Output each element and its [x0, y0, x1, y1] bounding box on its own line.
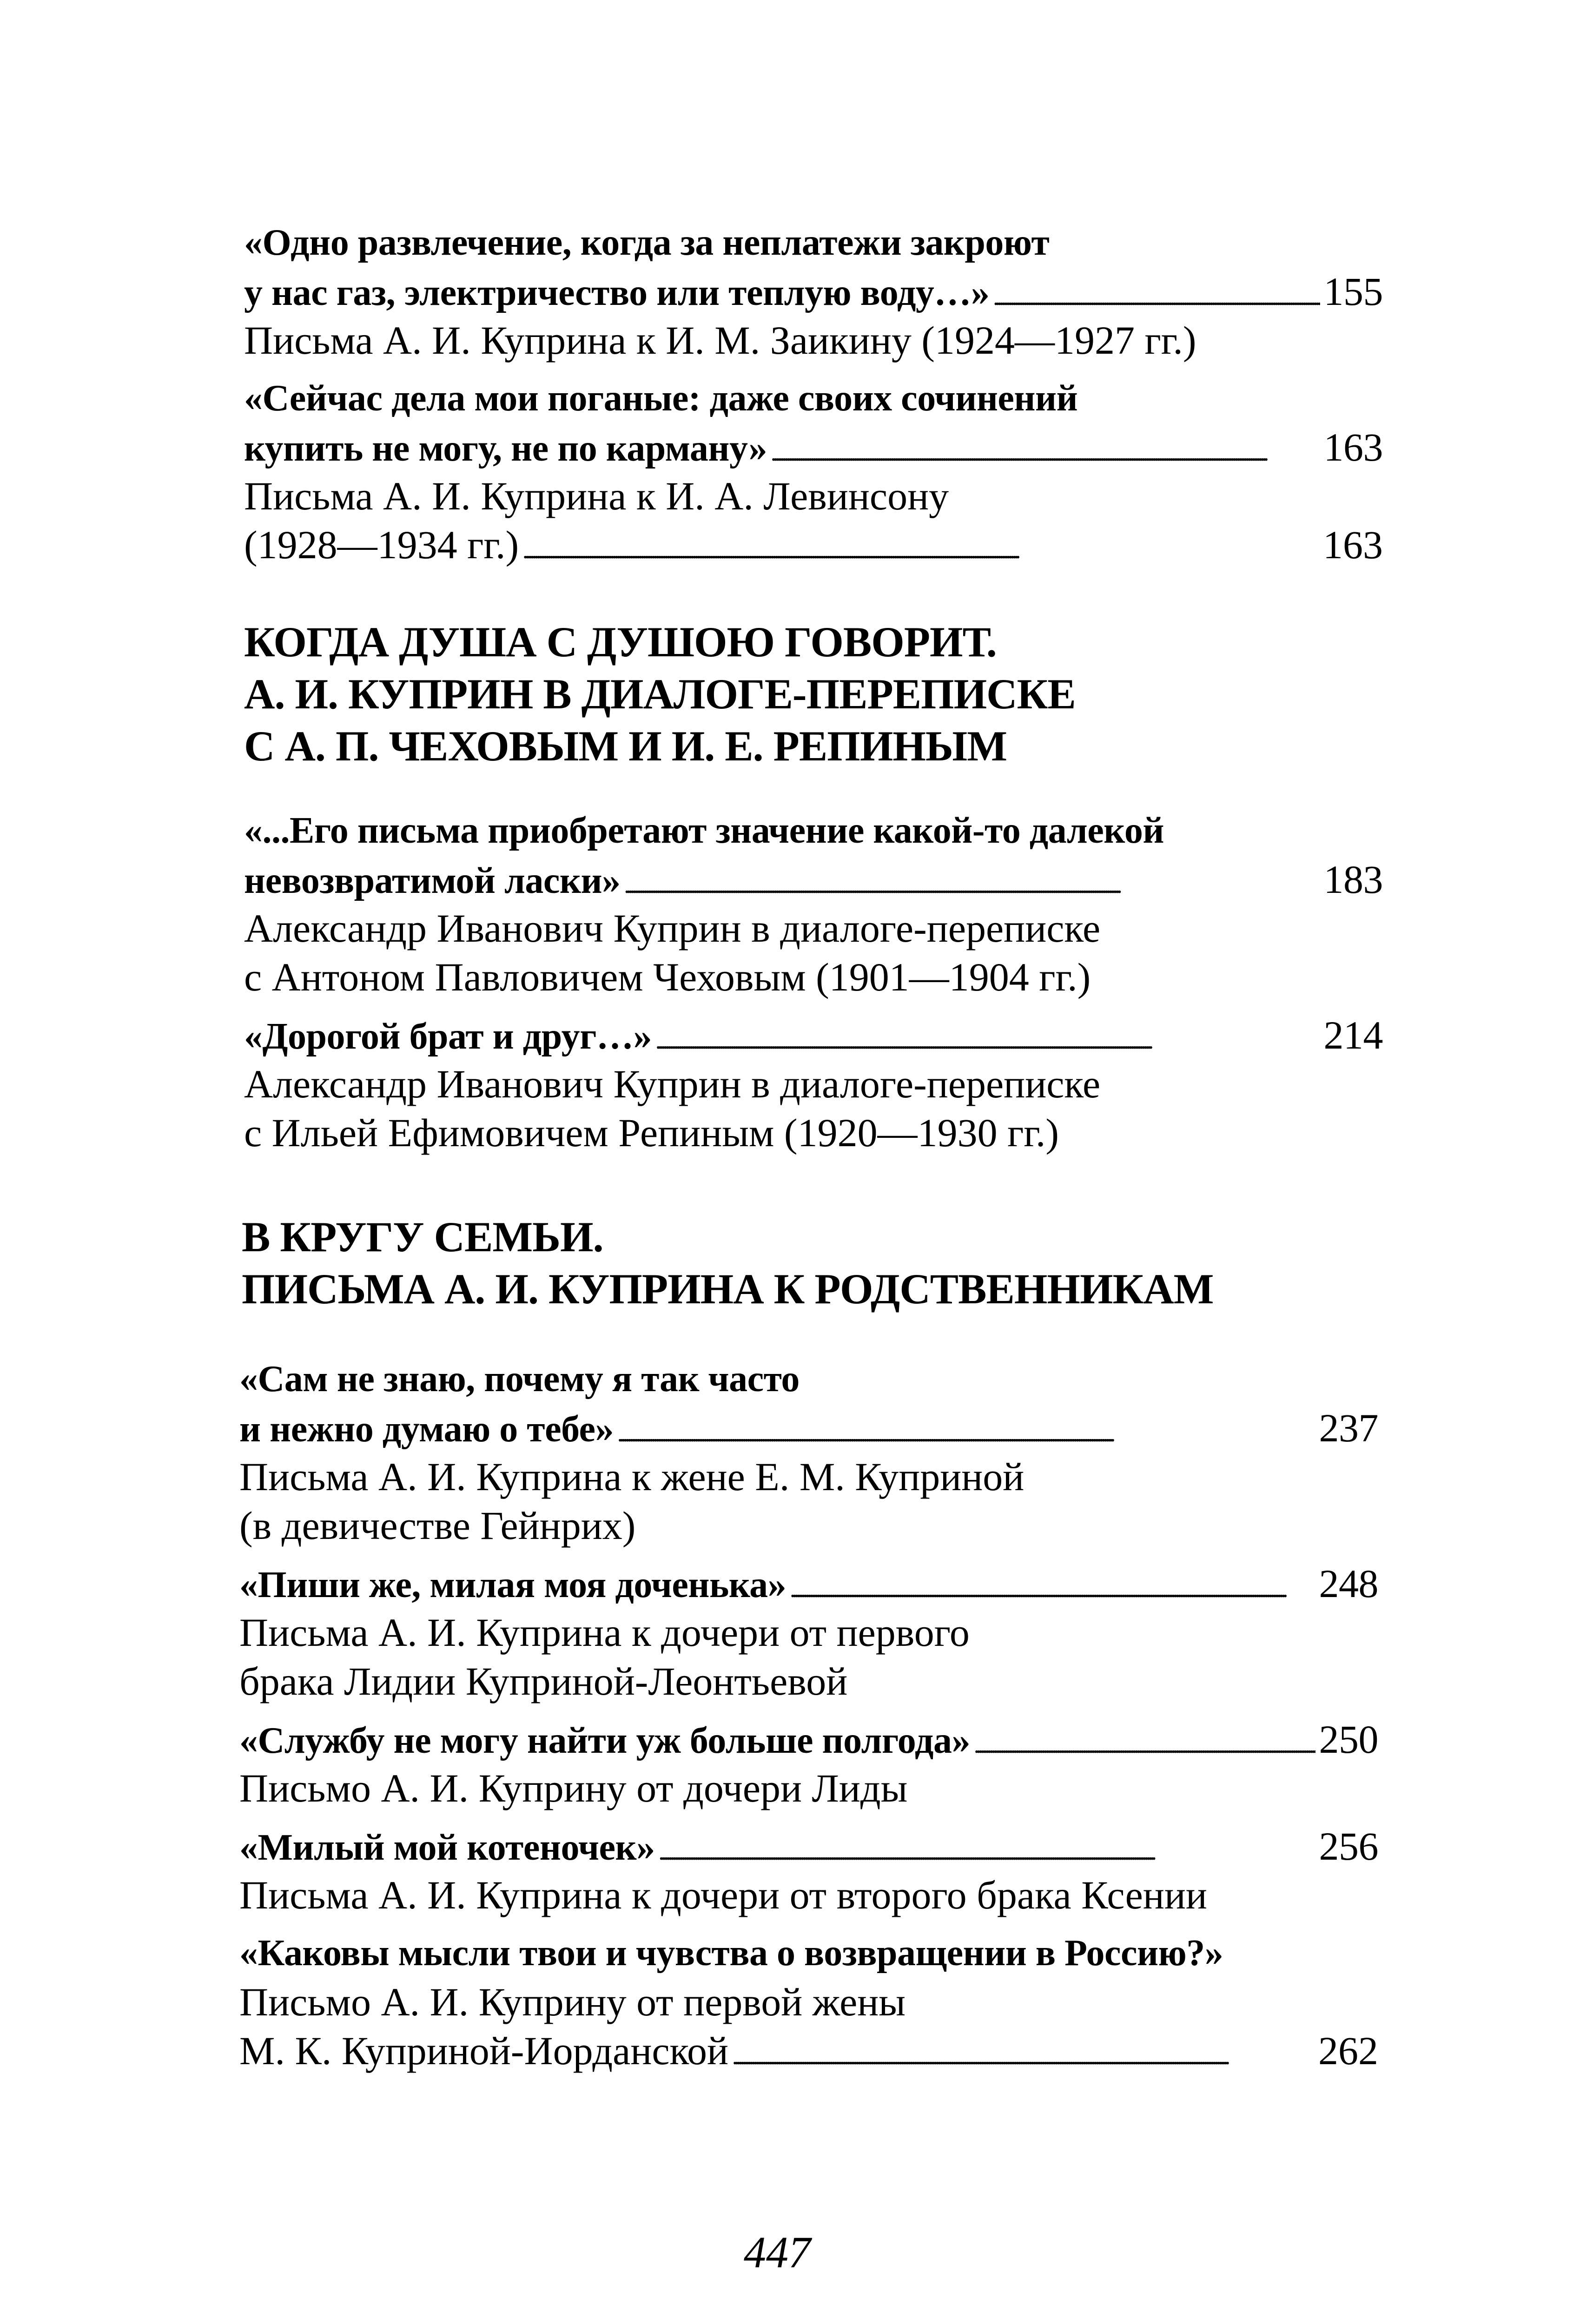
entry-subtitle: Письма А. И. Куприна к дочери от второго брака Ксении: [239, 1873, 1207, 1917]
section-title: КОГДА ДУША С ДУШОЮ ГОВОРИТ.: [244, 618, 997, 666]
entry-subtitle: брака Лидии Куприной-Леонтьевой: [239, 1659, 848, 1703]
entry-title: «Службу не могу найти уж больше полгода»: [239, 1720, 970, 1761]
toc-entry: [239, 1929, 1378, 2075]
entry-subtitle-line: [239, 2027, 1378, 2075]
dot-leader: [655, 1012, 1320, 1066]
entry-subtitle: Письма А. И. Куприна к дочери от первого: [239, 1610, 970, 1655]
entry-title: и нежно думаю о тебе»: [239, 1409, 614, 1450]
page-ref: 237: [1319, 1406, 1378, 1450]
page-ref: 183: [1323, 857, 1383, 902]
entry-title: «Пиши же, милая моя доченька»: [239, 1565, 786, 1605]
entry-title: «...Его письма приобретают значение какой-то далекой: [244, 810, 1164, 851]
entry-title-line: [239, 1715, 1378, 1764]
dot-leader: [771, 424, 1320, 478]
entry-title: «Сейчас дела мои поганые: даже своих сочинений: [244, 378, 1078, 419]
section-title: С А. П. ЧЕХОВЫМ И И. Е. РЕПИНЫМ: [244, 722, 1007, 770]
entry-title-line: [239, 1822, 1378, 1871]
page-ref: 262: [1318, 2028, 1378, 2073]
entry-title: купить не могу, не по карману»: [244, 428, 767, 469]
section-heading: [242, 1211, 1381, 1315]
entry-subtitle: с Ильей Ефимовичем Репиным (1920—1930 гг.): [244, 1110, 1059, 1155]
entry-title: «Дорогой брат и друг…»: [244, 1016, 652, 1057]
toc-entry: [244, 1011, 1383, 1157]
entry-title: невозвратимой ласки»: [244, 860, 621, 901]
entry-title-line: [244, 1011, 1383, 1060]
section-title: В КРУГУ СЕМЬИ.: [242, 1213, 603, 1261]
entry-title-line: [244, 855, 1383, 904]
page-ref: 155: [1323, 269, 1383, 314]
page-number: 447: [744, 2227, 811, 2277]
entry-title: «Каковы мысли твои и чувства о возвращении в Россию?»: [239, 1933, 1223, 1974]
dot-leader: [993, 269, 1320, 322]
dot-leader: [617, 1405, 1315, 1459]
dot-leader: [659, 1823, 1315, 1877]
page-ref: 250: [1319, 1717, 1378, 1762]
entry-subtitle: Письмо А. И. Куприну от первой жены: [239, 1980, 906, 2024]
entry-subtitle: Письма А. И. Куприна к И. М. Заикину (1924—1927 гг.): [244, 318, 1196, 363]
section-heading: [244, 616, 1383, 772]
entry-title: у нас газ, электричество или теплую воду…»: [244, 272, 990, 313]
dot-leader: [624, 857, 1320, 910]
toc-entry: [239, 1355, 1378, 1550]
page-ref: 163: [1323, 522, 1383, 567]
page-ref: 256: [1319, 1824, 1378, 1868]
page-ref: 248: [1319, 1561, 1378, 1606]
entry-subtitle: с Антоном Павловичем Чеховым (1901—1904 гг.): [244, 955, 1091, 999]
entry-subtitle: Александр Иванович Куприн в диалоге-переписке: [244, 906, 1101, 951]
page-ref: 163: [1323, 425, 1383, 469]
page-ref: 214: [1323, 1013, 1383, 1057]
entry-subtitle-line: [244, 521, 1383, 569]
entry-title-line: [244, 423, 1383, 472]
dot-leader: [974, 1717, 1315, 1770]
toc-entry: [244, 374, 1383, 569]
toc-entry: [244, 218, 1383, 365]
entry-subtitle: М. К. Куприной-Иорданской: [239, 2028, 728, 2073]
entry-title-line: [239, 1404, 1378, 1452]
entry-title: «Одно развлечение, когда за неплатежи закроют: [244, 222, 1050, 263]
toc-entry: [239, 1715, 1378, 1813]
dot-leader: [522, 521, 1319, 575]
entry-title: «Милый мой котеночек»: [239, 1827, 655, 1868]
dot-leader: [732, 2027, 1315, 2081]
entry-title-line: [244, 267, 1383, 316]
toc-entry: [239, 1822, 1378, 1920]
entry-subtitle: (в девичестве Гейнрих): [239, 1503, 636, 1548]
section-title: А. И. КУПРИН В ДИАЛОГЕ-ПЕРЕПИСКЕ: [244, 670, 1076, 718]
entry-subtitle: Письма А. И. Куприна к жене Е. М. Куприной: [239, 1454, 1024, 1499]
entry-title-line: [239, 1559, 1378, 1608]
entry-subtitle: Письма А. И. Куприна к И. А. Левинсону: [244, 474, 949, 518]
toc-entry: [239, 1559, 1378, 1706]
dot-leader: [790, 1561, 1315, 1614]
toc-entry: [244, 806, 1383, 1002]
entry-title: «Сам не знаю, почему я так часто: [239, 1359, 800, 1400]
entry-subtitle: Письмо А. И. Куприну от дочери Лиды: [239, 1766, 908, 1810]
entry-subtitle: Александр Иванович Куприн в диалоге-переписке: [244, 1062, 1101, 1106]
section-title: ПИСЬМА А. И. КУПРИНА К РОДСТВЕННИКАМ: [242, 1265, 1214, 1313]
entry-subtitle: (1928—1934 гг.): [244, 522, 519, 567]
